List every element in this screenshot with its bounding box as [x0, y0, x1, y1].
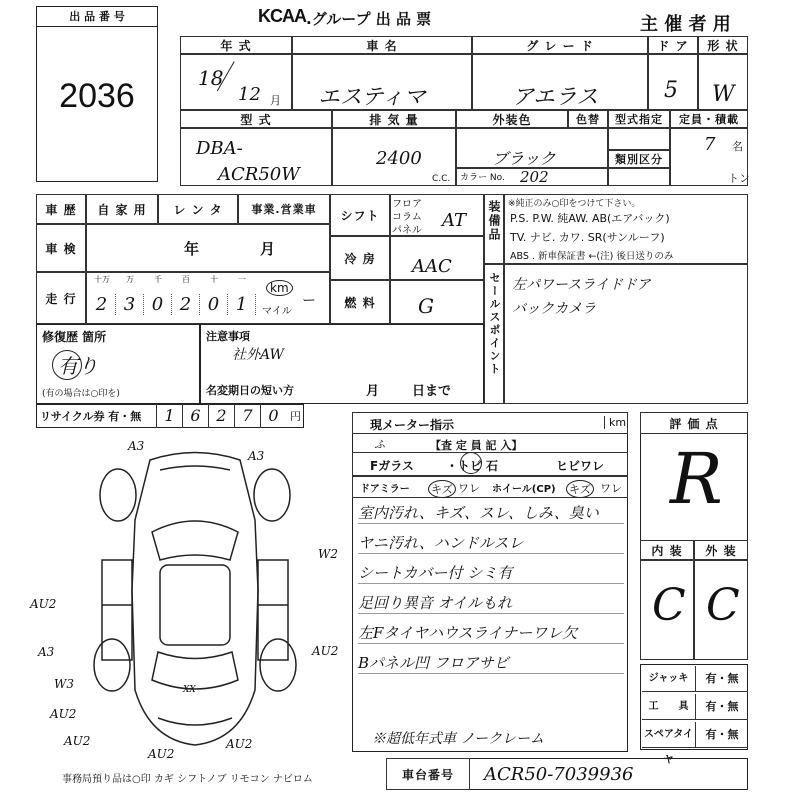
name-change-day: 日まで: [412, 384, 452, 399]
lot-number-box: [36, 6, 158, 182]
windshield-chip: ・トビ: [446, 459, 483, 473]
accessory-value: 有・無: [696, 694, 748, 720]
mileage-digit-3: 2: [172, 294, 200, 315]
fuel-value: G: [418, 294, 434, 318]
displacement-unit: C.C.: [432, 174, 451, 184]
mile-unit: マイル: [262, 306, 292, 317]
history-rental: レ ン タ: [158, 194, 238, 224]
history-private: 自 家 用: [86, 194, 158, 224]
remark-line: 室内汚れ、キズ、スレ、しみ、臭い: [358, 502, 624, 524]
recycle-digit-1: 6: [182, 404, 208, 428]
repaint-label: 色替: [568, 110, 608, 128]
repair-value: 有り: [58, 354, 98, 378]
car-damage-diagram: [30, 439, 350, 765]
color-number-value: 202: [520, 168, 549, 186]
color-number-label: カラー No.: [460, 173, 505, 183]
overall-grade: R: [670, 438, 723, 520]
accessory-label: スペアタイヤ: [642, 722, 696, 748]
displacement-value: 2400: [376, 148, 422, 169]
equipment-line1: P.S. P.W. 純AW. AB(エアバック): [510, 212, 670, 225]
door-value: 5: [664, 78, 678, 103]
meter-label: 現メーター指示: [370, 418, 455, 432]
rear-right-wheel: [260, 639, 296, 691]
damage-mark-right-door: W2: [318, 547, 338, 561]
mileage-label: 走 行: [36, 272, 86, 324]
interior-label: 内 装: [640, 540, 694, 560]
damage-mark-bumper-left: AU2: [64, 734, 91, 748]
sheet-title: .グループ 出 品 票: [306, 10, 432, 28]
displacement-label: 排 気 量: [332, 110, 456, 128]
equipment-label: 装備品: [487, 200, 501, 242]
km-unit: km: [266, 280, 293, 296]
model-label: 型 式: [180, 110, 332, 128]
left-door-outline: [102, 560, 132, 660]
history-label: 車 歴: [36, 194, 86, 224]
windshield-chip-circle: [460, 452, 482, 474]
damage-mark-bumper-right: AU2: [226, 737, 253, 751]
inspection-year: 年: [184, 240, 200, 258]
mileage-digit-0: 2: [88, 294, 116, 315]
name-label: 車 名: [292, 36, 472, 54]
exterior-label: 外 装: [694, 540, 748, 560]
recycle-digit-3: 7: [234, 404, 260, 428]
mirror-scratch: キズ: [428, 480, 456, 498]
repair-note: (有の場合は○印を): [42, 389, 120, 399]
mileage-unit-1: 万: [126, 275, 134, 284]
recycle-digit-4: 0: [260, 404, 286, 428]
inspection-label: 車 検: [36, 224, 86, 272]
accessory-label: 工 具: [642, 694, 696, 720]
sales-point-label: セールスポイント: [488, 272, 501, 376]
windshield-outline: [152, 521, 238, 560]
sales-point-line1: 左パワースライドドア: [512, 277, 651, 293]
month-value: 12: [238, 84, 261, 105]
grade-value: アエラス: [512, 85, 599, 110]
damage-mark-right-rear: AU2: [312, 644, 339, 658]
right-door-outline: [258, 560, 288, 660]
remark-line: 左Fタイヤハウスライナーワレ欠: [358, 622, 624, 644]
month-unit: 月: [270, 94, 281, 107]
remarks-final: ※超低年式車 ノークレーム: [372, 731, 545, 747]
mileage-unit-5: 一: [238, 275, 246, 284]
damage-mark-front-right: A3: [248, 449, 265, 463]
year-value: 18: [198, 66, 224, 90]
front-left-wheel: [100, 469, 136, 521]
shift-column: コラム: [392, 212, 422, 223]
front-right-wheel: [254, 469, 290, 521]
shift-value: AT: [442, 210, 467, 231]
type-designation-label: 型式指定: [608, 110, 670, 128]
mileage-digit-5: 1: [228, 294, 256, 315]
windshield-label: Fガラス: [370, 459, 414, 473]
mileage-digit-2: 0: [144, 294, 172, 315]
shift-label: シフト: [330, 194, 390, 236]
damage-mark-left-lower: AU2: [50, 707, 77, 721]
chassis-label: 車台番号: [386, 758, 470, 790]
interior-grade: C: [652, 580, 686, 631]
name-change-label: 名変期日の短い方: [206, 384, 294, 397]
damage-mark-left-quarter: W3: [54, 677, 74, 691]
roof-outline: [160, 565, 230, 645]
capacity-value: 7: [704, 134, 716, 155]
mileage-unit-mark: ー: [302, 293, 316, 309]
rear-left-wheel: [94, 639, 130, 691]
lot-number-label: 出 品 番 号: [37, 7, 157, 27]
inspector-title: 【査 定 員 記 入】: [430, 439, 523, 452]
history-business: 事業.営業車: [238, 194, 330, 224]
damage-mark-left-rear: A3: [38, 645, 55, 659]
year-label: 年 式: [180, 36, 292, 54]
recycle-digit-0: 1: [156, 404, 182, 428]
exterior-color-value: ブラック: [492, 149, 556, 168]
shift-panel: パネル: [392, 225, 422, 236]
grade-box-label: 評 価 点: [640, 412, 748, 434]
mileage-digit-4: 0: [200, 294, 228, 315]
rear-window-outline: [152, 652, 238, 689]
sales-point-line2: バックカメラ: [512, 301, 596, 317]
rear-bumper-outline: [158, 718, 232, 725]
inspector-mark: ふ: [374, 438, 385, 451]
shape-label: 形 状: [698, 36, 748, 54]
repair-circle: [52, 350, 82, 380]
mileage-unit-4: 十: [210, 275, 218, 284]
equipment-line3: ABS . 新車保証書 ←(注) 後日送りのみ: [510, 251, 674, 262]
grade-label: グ レ ー ド: [472, 36, 648, 54]
damage-mark-front-left: A3: [128, 439, 145, 453]
mirror-label: ドアミラー: [360, 484, 410, 495]
mileage-digit-1: 3: [116, 294, 144, 315]
accessory-value: 有・無: [696, 722, 748, 748]
wheel-scratch: キズ: [566, 480, 594, 498]
shape-value: W: [712, 82, 735, 107]
damage-mark-left-side: AU2: [30, 597, 57, 611]
wheel-crack: ワレ: [600, 482, 622, 495]
meter-unit: km: [604, 416, 626, 429]
model-value: ACR50W: [218, 164, 300, 185]
remark-line: シートカバー付 シミ有: [358, 562, 624, 584]
equipment-line2: TV. ナビ. カワ. SR(サンルーフ): [510, 231, 665, 244]
caution-label: 注意事項: [206, 330, 250, 343]
brand-logo: KCAA: [258, 6, 306, 26]
exterior-color-label: 外装色: [456, 110, 568, 128]
chassis-value: ACR50-7039936: [484, 764, 634, 785]
capacity-label: 定員・積載: [670, 110, 748, 128]
ac-label: 冷 房: [330, 236, 390, 280]
accessory-label: ジャッキ: [642, 666, 696, 692]
lot-number-value: 2036: [59, 77, 135, 115]
equipment-note: ※純正のみ○印をつけて下さい。: [508, 199, 641, 209]
recycle-digit-2: 2: [208, 404, 234, 428]
ton-unit: トン: [728, 172, 750, 185]
damage-mark-trunk: XX: [183, 685, 196, 695]
inspection-month: 月: [260, 240, 276, 258]
mileage-unit-2: 千: [154, 275, 162, 284]
door-label: ド ア: [648, 36, 698, 54]
windshield-stone: 石: [486, 459, 499, 473]
mirror-crack: ワレ: [458, 482, 480, 495]
fuel-label: 燃 料: [330, 280, 390, 324]
ac-value: AAC: [412, 256, 452, 277]
damage-mark-bumper-center: AU2: [148, 747, 175, 761]
recycle-label: リサイクル券 有・無: [40, 410, 142, 423]
caution-value: 社外AW: [232, 347, 284, 363]
mileage-unit-0: 十万: [94, 275, 110, 284]
mileage-unit-3: 百: [182, 275, 190, 284]
remark-line: Bパネル凹 フロアサビ: [358, 652, 624, 674]
capacity-unit: 名: [732, 140, 743, 153]
model-value-prefix: DBA-: [196, 138, 243, 159]
windshield-crack: ヒビワレ: [556, 459, 605, 473]
organizer-label: 主 催 者 用: [640, 14, 731, 35]
exterior-grade: C: [706, 580, 740, 631]
car-name-value: エスティマ: [318, 85, 426, 110]
recycle-unit: 円: [290, 410, 301, 423]
wheel-label: ホイール(CP): [492, 484, 556, 495]
shift-floor: フロア: [392, 199, 422, 210]
remark-line: ヤニ汚れ、ハンドルスレ: [358, 532, 624, 554]
name-change-month: 月: [366, 384, 380, 399]
car-body-outline: [132, 453, 258, 746]
class-label: 類別区分: [608, 150, 670, 168]
repair-label: 修復歴 箇所: [42, 330, 107, 344]
remark-line: 足回り異音 オイルもれ: [358, 592, 624, 614]
accessory-value: 有・無: [696, 666, 748, 692]
office-custody-note: 事務局預り品は○印 カギ シフトノブ リモコン ナビロム: [62, 774, 313, 785]
